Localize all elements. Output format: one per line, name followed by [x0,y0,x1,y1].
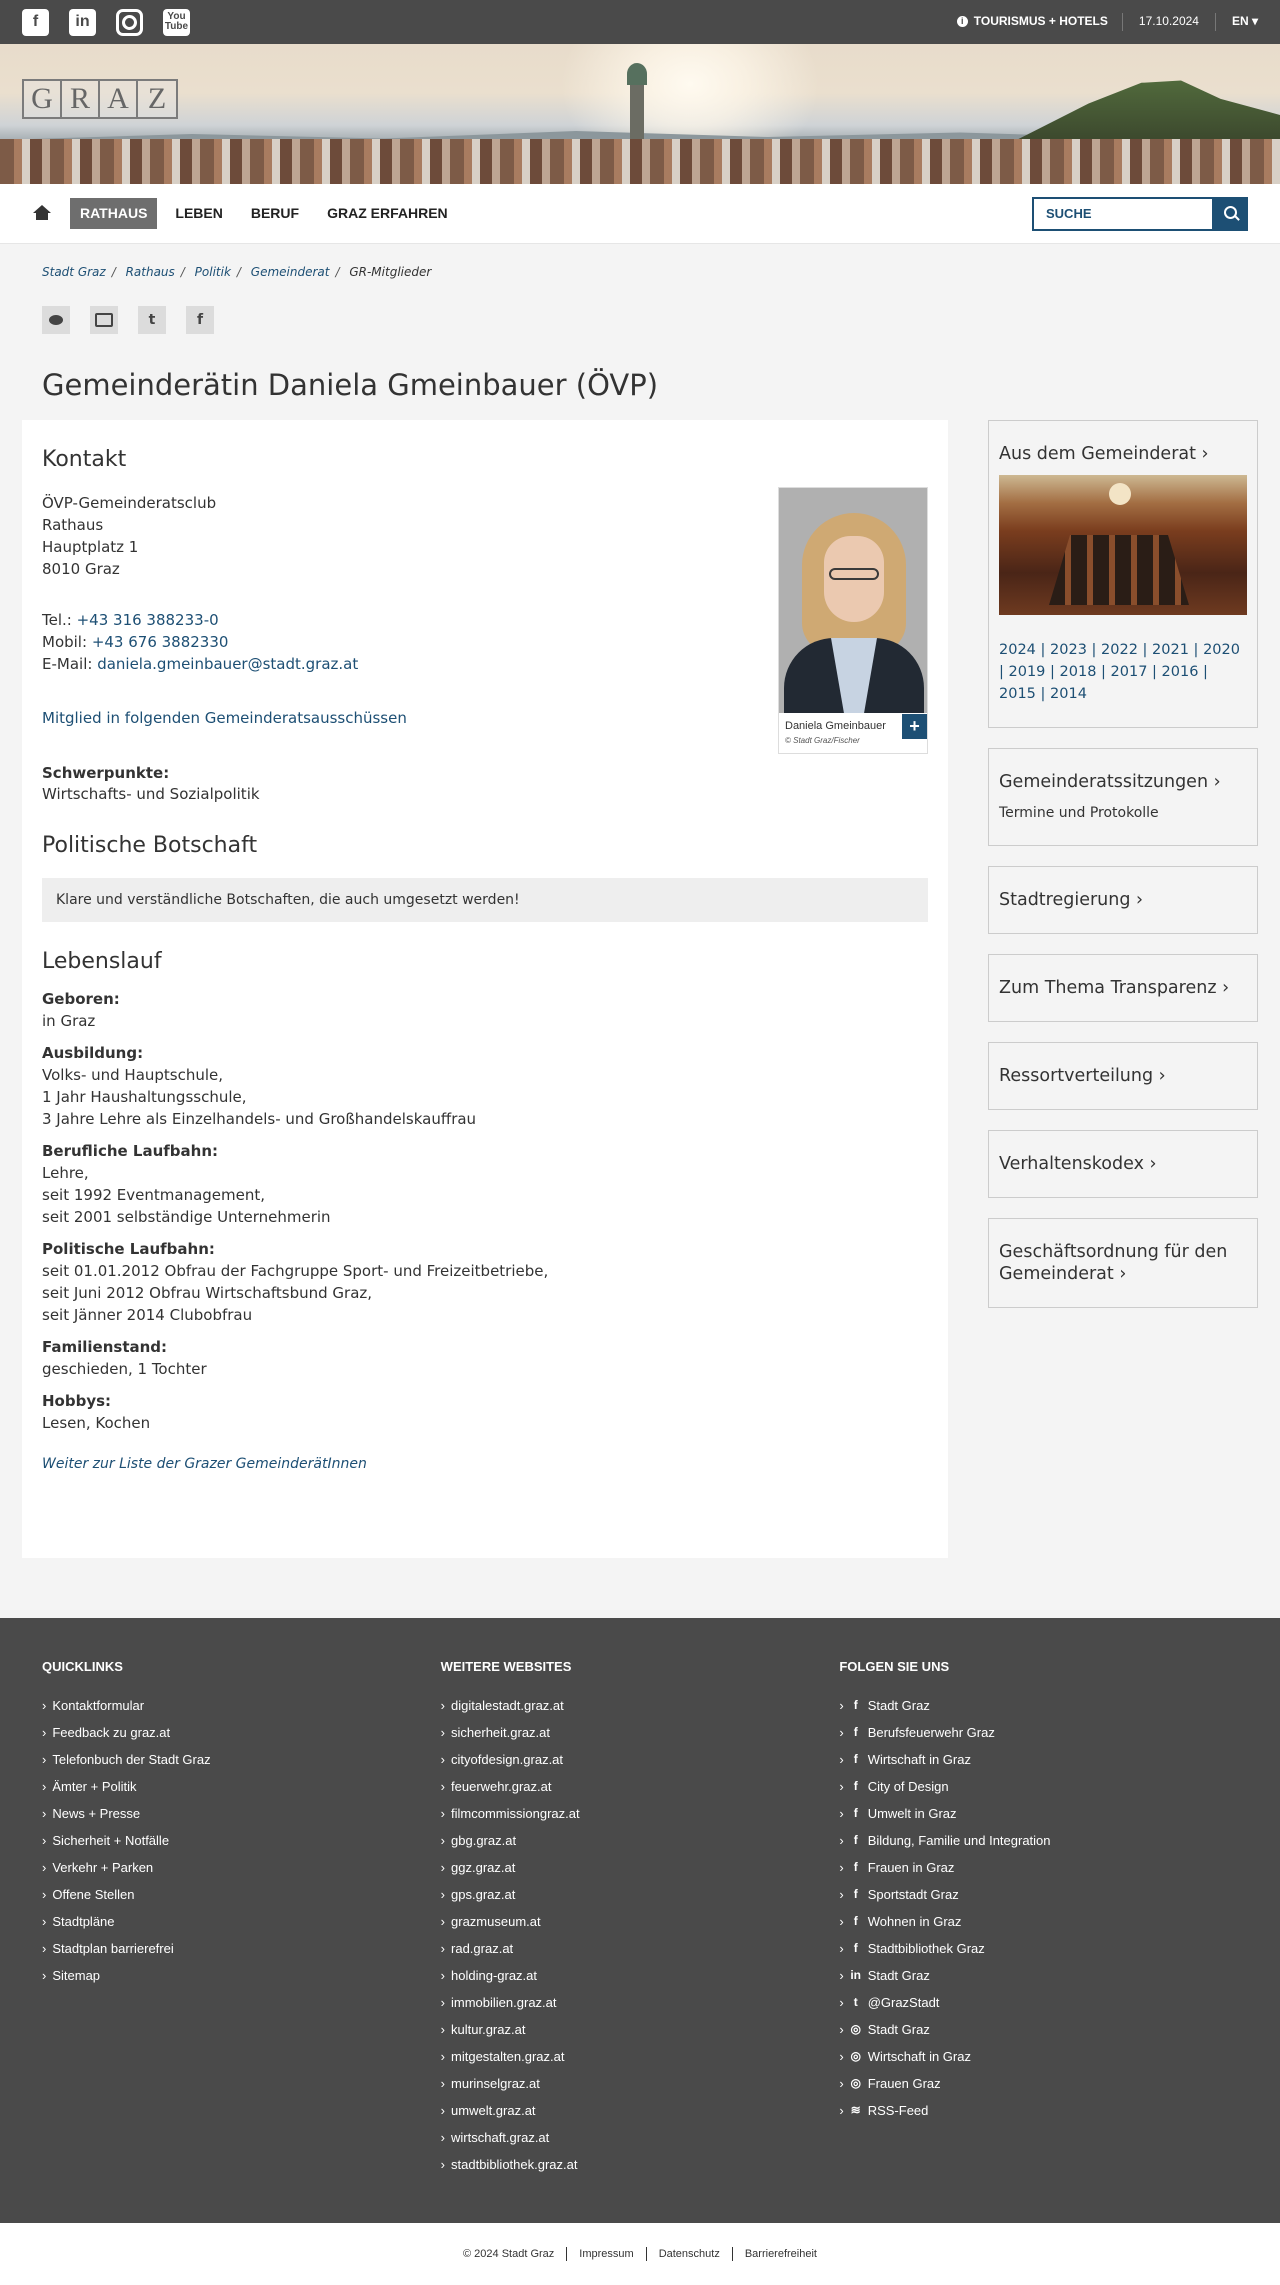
lebenslauf-line: seit Juni 2012 Obfrau Wirtschaftsbund Graz, [42,1284,373,1303]
follow-link[interactable] [839,2021,1238,2038]
follow-link[interactable] [839,1724,1238,1741]
lebenslauf-line: geschieden, 1 Tochter [42,1360,207,1379]
year-link[interactable]: 2019 [1008,664,1046,680]
footer-link[interactable]: › murinselgraz.at [441,2075,840,2092]
lebenslauf-line: 3 Jahre Lehre als Einzelhandels- und Großhandelskauffrau [42,1110,477,1129]
home-icon[interactable] [32,205,52,221]
breadcrumb: Stadt Graz / Rathaus / Politik / Gemeinderat / GR-Mitglieder [42,265,432,279]
search-input[interactable] [1032,197,1214,231]
portrait-photo[interactable] [779,488,927,713]
follow-link[interactable] [839,1994,1238,2011]
committee-link[interactable]: Mitglied in folgenden Gemeinderatsausschüssen [42,708,407,727]
footer-link[interactable]: › Offene Stellen [42,1886,441,1903]
follow-label: Stadtbibliothek Graz [867,1940,985,1956]
twitter-icon[interactable]: t [138,306,166,334]
footer-link[interactable]: › gps.graz.at [441,1886,840,1903]
schwerpunkte-value: Wirtschafts- und Sozialpolitik [42,785,260,804]
address-line: Rathaus [42,515,104,534]
follow-link[interactable] [839,1778,1238,1795]
lebenslauf-line: seit 01.01.2012 Obfrau der Fachgruppe Sport- und Freizeitbetriebe, [42,1262,549,1281]
lebenslauf-line: seit 1992 Eventmanagement, [42,1186,266,1205]
lebenslauf-value [42,1162,928,1228]
year-separator: | [1086,642,1102,658]
year-link[interactable]: 2014 [1050,686,1087,702]
tourism-link[interactable] [957,13,1123,30]
sidebar [988,420,1258,1558]
facebook-icon: › f [853,1778,858,1793]
follow-title: FOLGEN SIE UNS [839,1659,950,1674]
footer-link[interactable]: › gbg.graz.at [441,1832,840,1849]
year-separator: | [1188,642,1204,658]
linkedin-icon[interactable]: in [69,9,96,36]
facebook-icon: › f [853,1832,858,1847]
mobil-label: Mobil: [42,632,92,651]
nav-item-beruf[interactable]: BERUF [250,205,300,222]
instagram-icon[interactable] [116,9,143,36]
enlarge-button[interactable]: + [902,714,927,739]
footer-link[interactable]: › grazmuseum.at [441,1913,840,1930]
follow-link[interactable] [839,1967,1238,1984]
year-separator: | [1035,642,1051,658]
graz-logo[interactable] [22,79,178,119]
schwerpunkte-label: Schwerpunkte: [42,763,170,782]
follow-link[interactable] [839,2048,1238,2065]
footer-link[interactable]: › holding-graz.at [441,1967,840,1984]
footer-link[interactable]: › Sicherheit + Notfälle [42,1832,441,1849]
impressum-link[interactable]: Impressum [567,2247,646,2261]
lebenslauf-heading: Lebenslauf [42,949,162,975]
follow-label: Sportstadt Graz [867,1886,959,1902]
facebook-icon: › f [853,1913,858,1928]
facebook-icon[interactable]: f [22,9,49,36]
lebenslauf-list [42,988,928,1434]
lebenslauf-line: 1 Jahr Haushaltungsschule, [42,1088,247,1107]
facebook-icon: › f [853,1940,858,1955]
year-separator: | [999,664,1009,680]
footer-link[interactable]: › Stadtplan barrierefrei [42,1940,441,1957]
lebenslauf-line: in Graz [42,1012,96,1031]
mobil-link[interactable]: +43 676 3882330 [91,632,229,651]
sidebar-box[interactable] [988,1042,1258,1110]
main-content [22,420,948,1558]
top-bar [0,0,1280,44]
year-link[interactable]: 2017 [1110,664,1148,680]
social-links [22,9,190,36]
tourism-label: TOURISMUS + HOTELS [973,14,1108,29]
address-line: 8010 Graz [42,559,120,578]
address-line: ÖVP-Gemeinderatsclub [42,493,217,512]
page-title: Gemeinderätin Daniela Gmeinbauer (ÖVP) [42,368,659,402]
sidebar-box-title[interactable]: Zum Thema Transparenz › [999,977,1247,999]
lebenslauf-line: seit 2001 selbständige Unternehmerin [42,1208,331,1227]
breadcrumb-current: GR-Mitglieder [349,265,432,279]
footer-link[interactable]: › News + Presse [42,1805,441,1822]
sidebar-box[interactable] [988,748,1258,846]
follow-link[interactable] [839,1805,1238,1822]
footer-link[interactable]: › kultur.graz.at [441,2021,840,2038]
footer-link[interactable]: › Sitemap [42,1967,441,1984]
lebenslauf-value [42,1260,928,1326]
sidebar-box[interactable] [988,954,1258,1022]
follow-link[interactable] [839,1886,1238,1903]
gemeinderat-box [988,420,1258,728]
footer-link[interactable]: › Telefonbuch der Stadt Graz [42,1751,441,1768]
footer-link[interactable]: › Stadtpläne [42,1913,441,1930]
breadcrumb-gemeinderat[interactable]: Gemeinderat [250,265,330,279]
year-separator: | [1035,686,1051,702]
sidebar-box-title[interactable]: Ressortverteilung › [999,1065,1247,1087]
sidebar-box[interactable] [988,1218,1258,1308]
search-form [1032,197,1248,231]
info-icon: i [957,16,968,27]
breadcrumb-rathaus[interactable]: Rathaus [125,265,175,279]
rss-icon: › ≋ [850,2102,861,2117]
caption-name: Daniela Gmeinbauer [785,720,886,732]
footer-link[interactable]: › mitgestalten.graz.at [441,2048,840,2065]
facebook-icon: › f [853,1886,858,1901]
lebenslauf-line: Lesen, Kochen [42,1414,151,1433]
instagram-icon: › ◎ [850,2075,861,2090]
lebenslauf-label: Politische Laufbahn: [42,1240,215,1259]
year-link[interactable]: 2024 [999,642,1036,658]
logo-letter: Z [147,82,167,116]
year-separator: | [1147,664,1162,680]
sidebar-box-title[interactable]: Verhaltenskodex › [999,1153,1247,1175]
barrierefreiheit-link[interactable]: Barrierefreiheit [744,2248,817,2260]
lebenslauf-value [42,1010,928,1032]
twitter-icon: › t [853,1994,858,2009]
email-label: E-Mail: [42,654,98,673]
sidebar-box[interactable] [988,866,1258,934]
instagram-icon: › ◎ [850,2021,861,2036]
facebook-icon: › f [853,1697,858,1712]
footer-link[interactable]: › ggz.graz.at [441,1859,840,1876]
footer [0,1618,1280,2223]
follow-link[interactable] [839,1913,1238,1930]
follow-link[interactable] [839,1751,1238,1768]
quicklinks-title: QUICKLINKS [42,1659,123,1674]
year-separator: | [1198,664,1208,680]
footer-quicklinks [42,1658,441,2223]
follow-label: Stadt Graz [867,1697,930,1713]
year-link[interactable]: 2016 [1161,664,1199,680]
footer-link[interactable]: › Kontaktformular [42,1697,441,1714]
gemeinderat-box-title[interactable]: Aus dem Gemeinderat › [999,443,1247,465]
sidebar-box[interactable] [988,1130,1258,1198]
follow-link[interactable] [839,1940,1238,1957]
portrait-figure [778,487,928,754]
comment-icon[interactable] [42,306,70,334]
facebook-icon[interactable]: f [186,306,214,334]
lebenslauf-label: Ausbildung: [42,1044,144,1063]
copyright: © 2024 Stadt Graz [451,2247,567,2261]
datenschutz-link[interactable]: Datenschutz [647,2247,733,2261]
follow-label: Frauen in Graz [867,1859,955,1875]
portrait-caption [779,713,927,753]
year-links [999,639,1247,705]
follow-label: Bildung, Familie und Integration [867,1832,1051,1848]
lebenslauf-label: Familienstand: [42,1338,168,1357]
logo-letter: R [62,81,100,117]
footer-link[interactable]: › feuerwehr.graz.at [441,1778,840,1795]
footer-link[interactable]: › Feedback zu graz.at [42,1724,441,1741]
lebenslauf-label: Geboren: [42,990,120,1009]
nav-item-graz-erfahren[interactable]: GRAZ ERFAHREN [327,205,448,222]
caption-credit: © Stadt Graz/Fischer [785,735,860,745]
footer-follow [839,1658,1238,2223]
main-nav [0,184,1280,244]
print-icon[interactable] [90,306,118,334]
facebook-icon: › f [853,1751,858,1766]
facebook-icon: › f [853,1805,858,1820]
footer-link[interactable]: › stadtbibliothek.graz.at [441,2156,840,2173]
share-toolbar [0,288,1280,348]
follow-label: Frauen Graz [867,2075,941,2091]
year-separator: | [1045,664,1060,680]
follow-label: RSS-Feed [867,2102,929,2118]
facebook-icon: › f [853,1859,858,1874]
lebenslauf-value [42,1064,928,1130]
breadcrumb-stadt-graz[interactable]: Stadt Graz [42,265,106,279]
lebenslauf-line: Lehre, [42,1164,89,1183]
schwerpunkte [42,763,928,807]
footer-link[interactable]: › rad.graz.at [441,1940,840,1957]
botschaft-heading: Politische Botschaft [42,833,258,859]
footer-link[interactable]: › Ämter + Politik [42,1778,441,1795]
language-selector[interactable]: EN ▾ [1231,14,1258,29]
sidebar-box-title[interactable]: Gemeinderatssitzungen › [999,771,1247,793]
websites-title: WEITERE WEBSITES [440,1659,572,1674]
footer-link[interactable]: › filmcommissiongraz.at [441,1805,840,1822]
footer-link[interactable]: › cityofdesign.graz.at [441,1751,840,1768]
gemeinderaete-list-link[interactable]: Weiter zur Liste der Grazer GemeinderätInnen [42,1456,367,1473]
email-link[interactable]: daniela.gmeinbauer@stadt.graz.at [97,654,359,673]
follow-link[interactable] [839,1832,1238,1849]
footer-link[interactable]: › digitalestadt.graz.at [441,1697,840,1714]
year-link[interactable]: 2015 [999,686,1036,702]
follow-label: Berufsfeuerwehr Graz [867,1724,995,1740]
youtube-icon[interactable]: You Tube [163,9,190,36]
year-link[interactable]: 2023 [1050,642,1087,658]
nav-item-leben[interactable]: LEBEN [175,205,223,222]
logo-letter: A [100,81,138,117]
footer-websites [441,1658,840,2223]
logo-letter: G [24,81,62,117]
lebenslauf-label: Berufliche Laufbahn: [42,1142,219,1161]
tel-link[interactable]: +43 316 388233-0 [76,610,219,629]
follow-label: Umwelt in Graz [867,1805,957,1821]
sidebar-box-title[interactable]: Geschäftsordnung für den Gemeinderat › [999,1241,1247,1285]
facebook-icon: › f [853,1724,858,1739]
instagram-icon: › ◎ [850,2048,861,2063]
sidebar-box-sub: Termine und Protokolle [999,805,1159,821]
current-date: 17.10.2024 [1123,13,1216,30]
lebenslauf-line: seit Jänner 2014 Clubobfrau [42,1306,253,1325]
year-link[interactable]: 2020 [1203,642,1240,658]
lebenslauf-label: Hobbys: [42,1392,112,1411]
kontakt-heading: Kontakt [42,447,127,472]
footer-link[interactable]: › umwelt.graz.at [441,2102,840,2119]
nav-item-rathaus[interactable]: RATHAUS [70,198,157,228]
banner-rooftops [0,139,1280,184]
follow-link[interactable] [839,2075,1238,2092]
follow-link[interactable] [839,1697,1238,1714]
year-link[interactable]: 2022 [1101,642,1138,658]
follow-link[interactable] [839,1859,1238,1876]
follow-label: Stadt Graz [867,1967,930,1983]
follow-label: Wohnen in Graz [867,1913,962,1929]
follow-label: Wirtschaft in Graz [867,2048,971,2064]
year-separator: | [1096,664,1111,680]
gemeinderat-photo[interactable] [999,475,1247,615]
top-bar-right [957,13,1258,30]
lebenslauf-value [42,1412,928,1434]
follow-label: Wirtschaft in Graz [867,1751,971,1767]
follow-label: City of Design [867,1778,949,1794]
sidebar-box-title[interactable]: Stadtregierung › [999,889,1247,911]
linkedin-icon: › in [850,1967,862,1982]
footer-link[interactable]: › immobilien.graz.at [441,1994,840,2011]
follow-link[interactable] [839,2102,1238,2119]
tel-label: Tel.: [42,610,77,629]
follow-label: @GrazStadt [867,1994,940,2010]
year-separator: | [1137,642,1153,658]
lebenslauf-line: Volks- und Hauptschule, [42,1066,224,1085]
legal-bar [0,2223,1280,2285]
lebenslauf-value [42,1358,928,1380]
breadcrumb-politik[interactable]: Politik [194,265,231,279]
year-link[interactable]: 2021 [1152,642,1189,658]
footer-link[interactable]: › Verkehr + Parken [42,1859,441,1876]
footer-link[interactable]: › wirtschaft.graz.at [441,2129,840,2146]
search-button[interactable] [1214,197,1248,231]
header-banner [0,44,1280,184]
footer-link[interactable]: › sicherheit.graz.at [441,1724,840,1741]
address-line: Hauptplatz 1 [42,537,139,556]
follow-label: Stadt Graz [867,2021,930,2037]
botschaft-text: Klare und verständliche Botschaften, die auch umgesetzt werden! [42,878,928,922]
year-link[interactable]: 2018 [1059,664,1097,680]
